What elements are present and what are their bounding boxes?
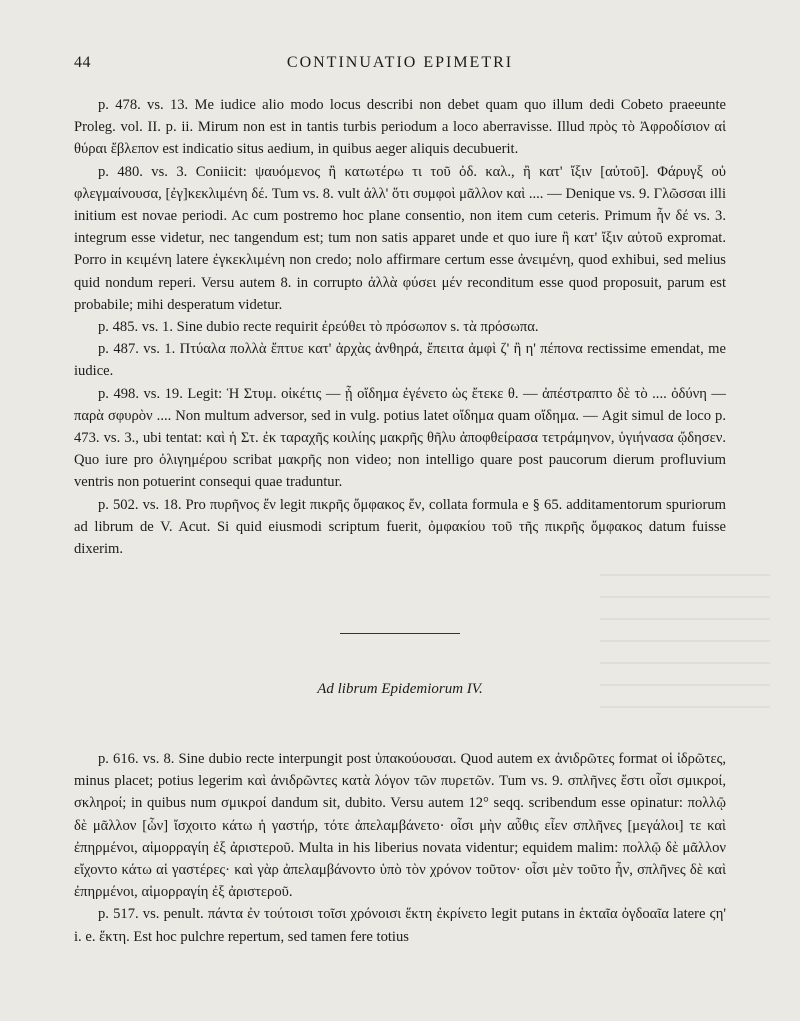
paragraph-p498: p. 498. vs. 19. Legit: Ἡ Στυμ. οἰκέτις — ᾗ οἴδημα ἐγένετο ὡς ἔτεκε θ. — ἀπέστραπτο δὲ τὸ .... ὀδύνη — παρὰ σφυρὸν .... Non multum adversor, sed in vulg. potius latet οἴδημα quam οἴδημα. — Agit simul de loco p. 473. vs. 3., ubi tentat: καὶ ἡ Στ. ἐκ ταραχῆς κοιλίης μακρῆς θῆλυ ἀποφθείρασα τετράμηνον, ὑγιήνασα ᾤδησεν. Quo iure pro ὀλιγημέρου scribat μακρῆς non video; non intelligo quare post paucorum dierum profluvium ventris non potuerint consequi quae traduntur. — [74, 385, 726, 491]
section-divider — [340, 633, 460, 634]
paragraph-p502: p. 502. vs. 18. Pro πυρῆνος ἔν legit πικρῆς ὄμφακος ἔν, collata formula e § 65. additamentorum spuriorum ad librum de V. Acut. Si quid eiusmodi scriptum fuerit, ὀμφακίου τοῦ τῆς πικρῆς ὄμφακος datum fuisse dixerim. — [74, 496, 726, 558]
show-through-shadow — [600, 574, 770, 724]
paragraph-p478: p. 478. vs. 13. Me iudice alio modo locus describi non debet quam quo illum dedi Cobeto praeeunte Proleg. vol. II. p. ii. Mirum non est in tantis turbis periodum a loco aberravisse. Illud πρὸς τὸ Ἀφροδίσιον αἱ θύραι ἔβλεπον est indicatio situs aedium, in quibus aeger aliquis decubuerit. — [74, 97, 726, 158]
paragraph-p485: p. 485. vs. 1. Sine dubio recte requirit ἐρεύθει τὸ πρόσωπον s. τὰ πρόσωπα. — [98, 319, 539, 336]
paragraph-p616: p. 616. vs. 8. Sine dubio recte interpungit post ὑπακούουσαι. Quod autem ex ἀνιδρῶτες format οἱ ἰδρῶτες, minus placet; potius legerim καὶ ἀνιδρῶντες κατὰ λόγον τῶν πυρετῶν. Tum vs. 9. σπλῆνες ἔστι οἷσι σμικροί, σκληροί; in quibus num σμικροί dandum sit, dubito. Versu autem 12° seqq. scribendum esse opinatur: πολλῷ δὲ μᾶλλον [ὧν] ἴσχοιτο κάτω ἡ γαστήρ, τότε ἀπελαμβάνετο· οἷσι μὴν αὖθις εἶεν σπλῆνες [μεγάλοι] τε καὶ ἐπηρμένοι, αἱμορραγίη ἐξ ἀριστεροῦ. Multa in his liberius novata videntur; equidem malim: πολλῷ δὲ μᾶλλον εἴχοντο κάτω αἱ γαστέρες· καὶ γὰρ ἀπελαμβάνοντο ὑπὸ τὸν χρόνον τοῦτον· οἷσι μὲν τοῦτο ἦν, σπλῆνες δὲ καὶ ἐπηρμένοι, αἱμορραγίη ἐξ ἀριστεροῦ. — [74, 751, 726, 901]
main-text-bottom — [74, 748, 726, 948]
paragraph-p480: p. 480. vs. 3. Coniicit: ψαυόμενος ἢ κατωτέρω τι τοῦ ὀδ. καλ., ἢ κατ' ἴξιν [αὐτοῦ]. Φάρυγξ οὐ φλεγμαίνουσα, [ἐγ]κεκλιμένη δέ. Tum vs. 8. vult ἀλλ' ὅτι συμφοὶ μᾶλλον καὶ .... — Denique vs. 9. Γλῶσσαι illi initium est novae periodi. Ac cum postremo hoc plane consentio, non item cum ceteris. Primum ἦν δέ vs. 3. integrum esse videtur, nec tangendum est; tum non satis apparet unde et quo iure ἢ κατ' ἴξιν αὐτοῦ expromat. Porro in κειμένη latere ἐγκεκλιμένη non credo; nolo affirmare certum esse ἀνειμένη, quod exhibui, sed melius quid nondum reperi. Versu autem 8. in corrupto ἀλλὰ φύσει μέν reconditum esse quod proposuit, parum est probabile; mihi desperatum videtur. — [74, 163, 726, 313]
paragraph-p517: p. 517. vs. penult. πάντα ἐν τούτοισι τοῖσι χρόνοισι ἕκτη ἐκρίνετο legit putans in ἑκταῖα ὀγδοαῖα latere ϛη' i. e. ἕκτη. Est hoc pulchre repertum, sed tamen fere totius — [74, 906, 726, 945]
running-title: CONTINUATIO EPIMETRI — [286, 54, 514, 71]
paragraph-p487: p. 487. vs. 1. Πτύαλα πολλὰ ἔπτυε κατ' ἀρχὰς ἀνθηρά, ἔπειτα ἀμφὶ ζ' ἢ η' πέπονα rectissime emendat, me iudice. — [74, 341, 726, 380]
page-header — [74, 54, 726, 78]
page-number: 44 — [74, 54, 91, 71]
section-heading: Ad librum Epidemiorum IV. — [317, 681, 483, 697]
main-text-top — [74, 94, 726, 560]
